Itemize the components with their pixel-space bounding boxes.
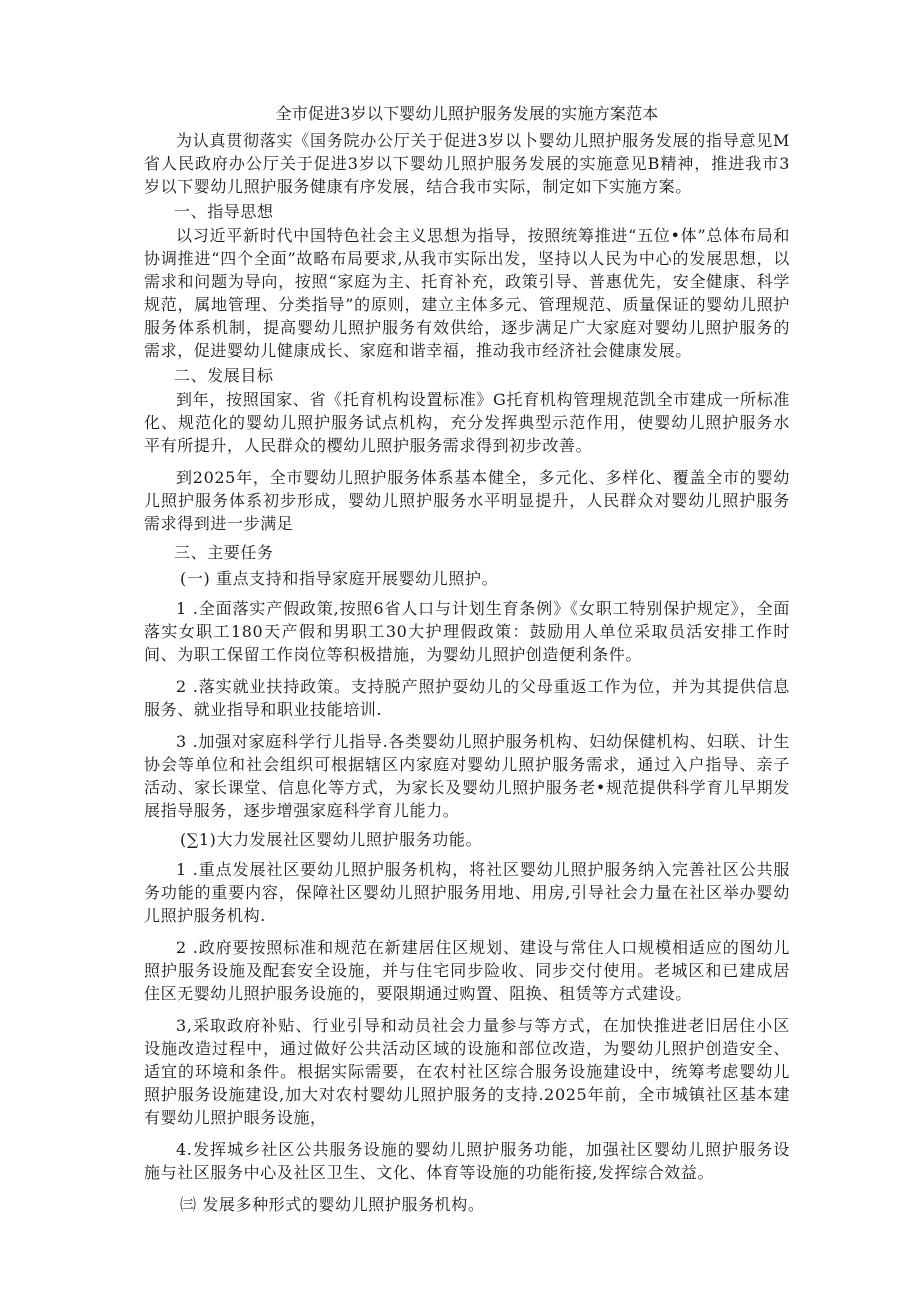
subsection-heading-family-care: (一) 重点支持和指导家庭开展婴幼儿照护。 — [180, 569, 499, 588]
list-item-new-residential-areas: 2 .政府要按照标准和规范在新建居住区规划、建设与常住人口规模相适应的图幼儿照护服务设施及配套安全设施，并与住宅同步险收、同步交付使用。老城区和已建成居住区无婴幼儿照护服务设施的，要限期通过购置、阻换、租赁等方式建设。 — [144, 938, 790, 1003]
paragraph-guiding-ideology: 以习近平新时代中国特色社会主义思想为指导，按照统筹推进“五位•体”总体布局和协调推进“四个全面”故略布局要求,从我市实际出发，坚持以人民为中心的发展思想，以需求和问题为导向，按照“家庭为主、托育补充，政策引导、普惠优先，安全健康、科学规范，属地管理、分类指导”的原则，建立主体多元、管理规范、质量保证的婴幼儿照护服务体系机制，提高婴幼儿照护服务有效供给，逐步满足广大家庭对婴幼儿照护服务的需求，促进婴幼儿健康成长、家庭和谐幸福，推动我市经济社会健康发展。 — [144, 226, 790, 360]
list-item-public-facilities: 4.发挥城乡社区公共服务设施的婴幼儿照护服务功能，加强社区婴幼儿照护服务设施与社区服务中心及社区卫生、文化、体育等设施的功能衔接,发挥综合效益。 — [144, 1140, 790, 1182]
document-title: 全市促进3岁以下婴幼儿照护服务发展的实施方案范本 — [275, 104, 659, 123]
subsection-heading-diverse-institutions: ㈢ 发展多种形式的婴幼儿照护服务机构。 — [180, 1195, 485, 1214]
section-heading-main-tasks: 三、主要任务 — [174, 543, 274, 562]
list-item-facility-renovation: 3,采取政府补贴、行业引导和动员社会力量参与等方式，在加快推进老旧居住小区设施改造过程中，通过做好公共活动区域的设施和部位改造，为婴幼儿照护创造安全、适宜的环境和条件。根据实际需要，在农村社区综合服务设施建设中，统筹考虑婴幼儿照护服务设施建设,加大对农村婴幼儿照护服务的支持.2025年前，全市城镇社区基本建有婴幼儿照护眼务设施， — [144, 1016, 790, 1127]
paragraph-goals-2025: 到2025年，全市婴幼儿照护服务体系基本健全，多元化、多样化、覆盖全市的婴幼儿照护服务体系初步形成，婴幼儿照护服务水平明显提升，人民群众对婴幼儿照护服务需求得到进一步满足 — [144, 468, 790, 533]
intro-paragraph: 为认真贯彻落实《国务院办公厅关于促进3岁以卜婴幼儿照护服务发展的指导意见M省人民政府办公厅关于促进3岁以下婴幼儿照护服务发展的实施意见B精神，推进我市3岁以下婴幼儿照护服务健康有序发展，结合我市实际，制定如下实施方案。 — [144, 131, 790, 196]
subsection-heading-community-care: (∑1)大力发展社区婴幼儿照护服务功能。 — [180, 830, 483, 849]
list-item-employment-support: 2 .落实就业扶持政策。支持脱产照护耍幼儿的父母重返工作为位，并为其提供信息服务、就业指导和职业技能培训. — [144, 677, 790, 719]
list-item-maternity-leave: 1 .全面落实产假政策,按照6省人口与计划生育条例》《女职工特别保护规定》，全面落实女职工180天产假和男职工30大护理假政策：鼓励用人单位采取员活安排工作时间、为职工保留工作岗位等积极措施，为婴幼儿照护创造便利条件。 — [144, 599, 790, 664]
document-page — [144, 102, 790, 1217]
section-heading-guiding-ideology: 一、指导思想 — [174, 202, 274, 221]
paragraph-goals-first: 到年，按照国家、省《托育机构设置标准》G托育机构管理规范凯全市建成一所标准化、规范化的婴幼儿照护服务试点机构，充分发挥典型示范作用，使婴幼儿照护服务水平有所提升，人民群众的樱幼儿照护服务需求得到初步改善。 — [144, 390, 790, 455]
list-item-community-institutions: 1 .重点发展社区要幼儿照护服务机构，将社区婴幼儿照护服务纳入完善社区公共服务功能的重要内容，保障社区婴幼儿照护服务用地、用房,引导社会力量在社区举办婴幼儿照护服务机构. — [144, 860, 790, 925]
section-heading-development-goals: 二、发展目标 — [174, 366, 274, 385]
list-item-family-guidance: 3 .加强对家庭科学行儿指导.各类婴幼儿照护服务机构、妇幼保健机构、妇联、计生协会等单位和社会组织可根据辖区内家庭对婴幼儿照护服务需求，通过入户指导、亲子活动、家长课堂、信息化等方式，为家长及婴幼儿照护服务老•规范提供科学育儿早期发展指导服务，逐步增强家庭科学育儿能力。 — [144, 732, 790, 820]
